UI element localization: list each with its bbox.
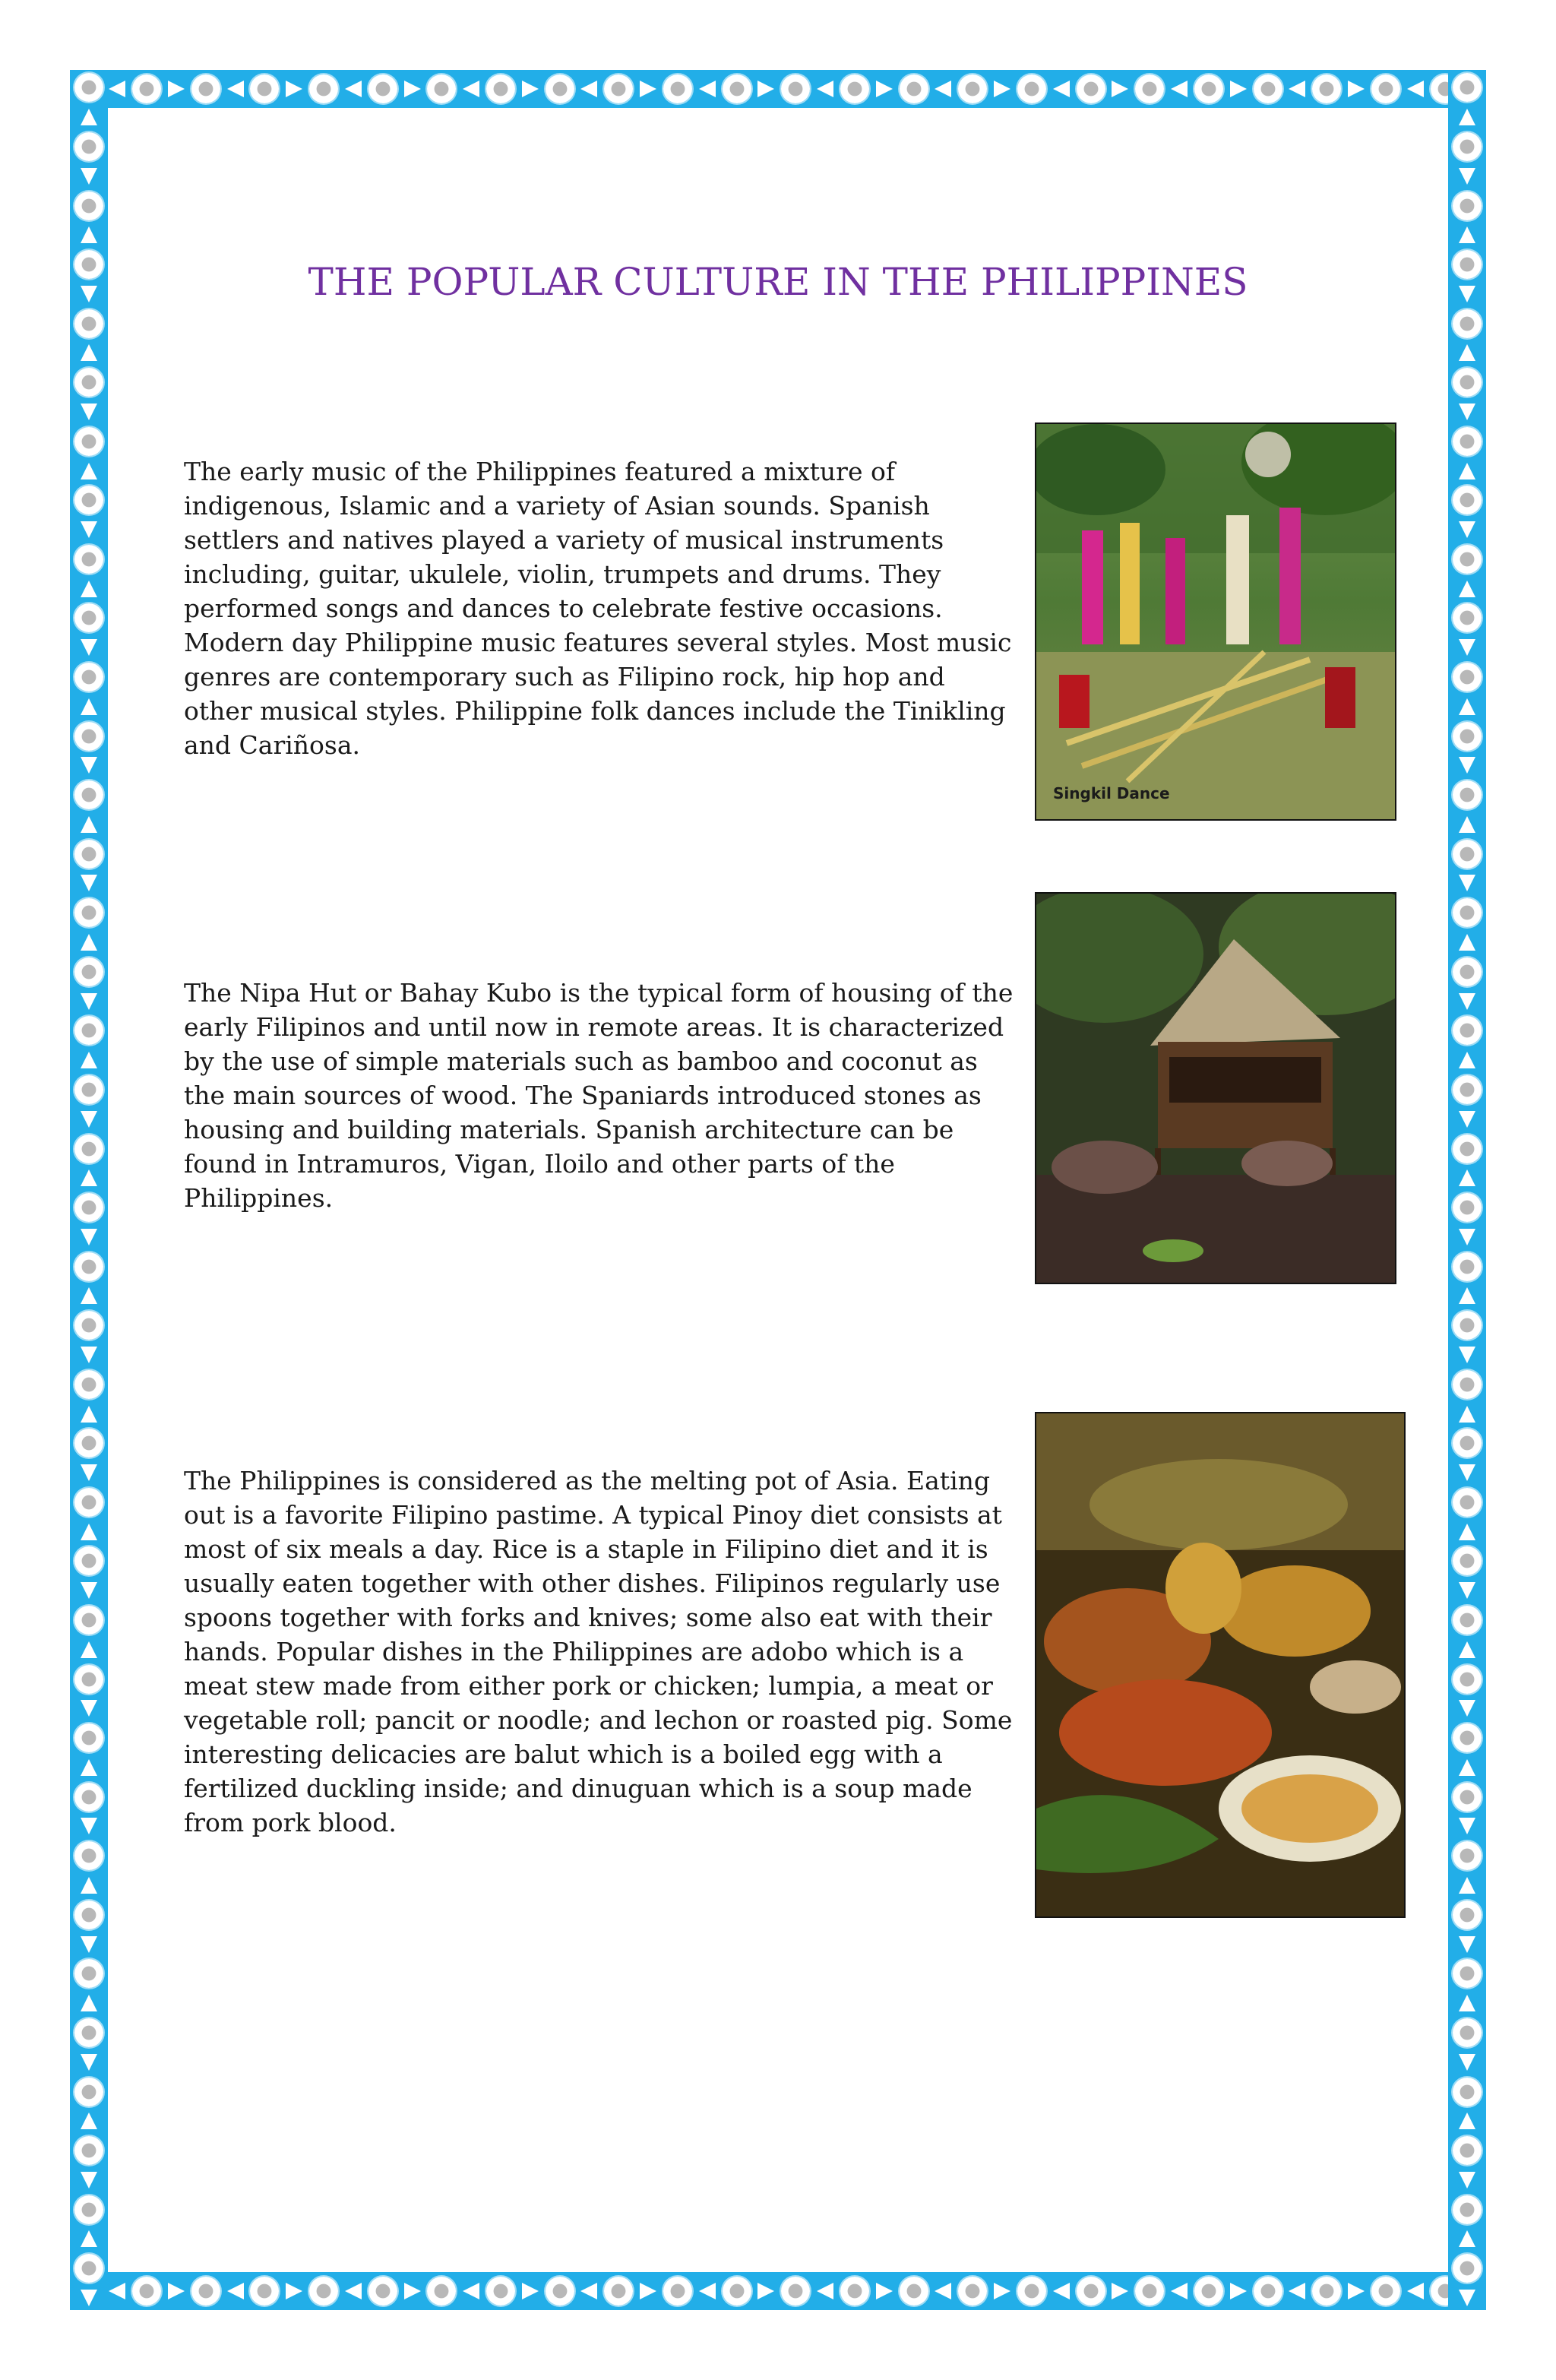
flower-ornament-icon <box>1453 1841 1482 1870</box>
flower-ornament-icon <box>1194 2277 1223 2306</box>
flower-ornament-icon <box>74 427 103 456</box>
flower-ornament-icon <box>546 2277 574 2306</box>
arrow-ornament-icon <box>1459 1287 1475 1304</box>
flower-ornament-icon <box>1453 486 1482 514</box>
nipa-hut-image <box>1036 894 1395 1283</box>
arrow-ornament-icon <box>757 2283 774 2299</box>
flower-ornament-icon <box>1194 74 1223 103</box>
flower-ornament-icon <box>74 132 103 161</box>
flower-ornament-icon <box>723 2277 751 2306</box>
arrow-ornament-icon <box>81 1111 97 1128</box>
arrow-ornament-icon <box>81 1169 97 1186</box>
housing-paragraph: The Nipa Hut or Bahay Kubo is the typical form of housing of the early Filipinos and until now in remote areas. It is characterized by the use of simple materials such as bamboo and coconut as the main sources of wood. The Spaniards introduced stones as housing and building materials. Spanish architecture can be found in Intramuros, Vigan, Iloilo and other parts of the Philippines. <box>184 978 1014 1213</box>
flower-ornament-icon <box>74 2078 103 2106</box>
arrow-ornament-icon <box>81 816 97 833</box>
arrow-ornament-icon <box>1348 81 1365 97</box>
arrow-ornament-icon <box>1459 1759 1475 1776</box>
arrow-ornament-icon <box>640 81 656 97</box>
flower-ornament-icon <box>486 2277 515 2306</box>
flower-ornament-icon <box>74 1606 103 1635</box>
arrow-ornament-icon <box>1171 2283 1188 2299</box>
arrow-ornament-icon <box>81 1229 97 1245</box>
arrow-ornament-icon <box>81 1347 97 1363</box>
flower-ornament-icon <box>74 1193 103 1222</box>
arrow-ornament-icon <box>1459 109 1475 125</box>
flower-ornament-icon <box>1453 2018 1482 2047</box>
flower-ornament-icon <box>74 603 103 632</box>
arrow-ornament-icon <box>1459 875 1475 891</box>
arrow-ornament-icon <box>81 1995 97 2011</box>
arrow-ornament-icon <box>1289 2283 1305 2299</box>
flower-ornament-icon <box>1254 74 1282 103</box>
flower-ornament-icon <box>74 1901 103 1929</box>
flower-ornament-icon <box>74 663 103 692</box>
arrow-ornament-icon <box>1459 1641 1475 1658</box>
flower-ornament-icon <box>74 898 103 927</box>
arrow-ornament-icon <box>1459 1582 1475 1599</box>
arrow-ornament-icon <box>994 2283 1010 2299</box>
flower-ornament-icon <box>74 191 103 220</box>
flower-ornament-icon <box>74 1783 103 1812</box>
arrow-ornament-icon <box>404 81 421 97</box>
arrow-ornament-icon <box>81 2054 97 2071</box>
flower-ornament-icon <box>1453 957 1482 986</box>
arrow-ornament-icon <box>1171 81 1188 97</box>
arrow-ornament-icon <box>1459 1877 1475 1894</box>
flower-ornament-icon <box>1371 74 1400 103</box>
flower-ornament-icon <box>1453 1723 1482 1752</box>
arrow-ornament-icon <box>345 81 362 97</box>
arrow-ornament-icon <box>1407 81 1424 97</box>
flower-ornament-icon <box>781 2277 810 2306</box>
flower-ornament-icon <box>132 74 161 103</box>
flower-ornament-icon <box>1135 74 1164 103</box>
singkil-dance-photo <box>1035 423 1396 821</box>
flower-ornament-icon <box>1453 427 1482 456</box>
nipa-hut-photo <box>1035 892 1396 1284</box>
flower-ornament-icon <box>74 957 103 986</box>
flower-ornament-icon <box>74 1723 103 1752</box>
arrow-ornament-icon <box>1230 81 1247 97</box>
flower-ornament-icon <box>74 486 103 514</box>
flower-ornament-icon <box>74 1665 103 1694</box>
flower-ornament-icon <box>132 2277 161 2306</box>
flower-ornament-icon <box>1453 1193 1482 1222</box>
flower-ornament-icon <box>1453 2078 1482 2106</box>
flower-ornament-icon <box>1453 1488 1482 1517</box>
arrow-ornament-icon <box>1459 1111 1475 1128</box>
flower-ornament-icon <box>74 840 103 869</box>
arrow-ornament-icon <box>81 934 97 951</box>
arrow-ornament-icon <box>81 168 97 185</box>
flower-ornament-icon <box>1453 780 1482 809</box>
flower-ornament-icon <box>309 74 338 103</box>
arrow-ornament-icon <box>81 1641 97 1658</box>
arrow-ornament-icon <box>227 2283 244 2299</box>
arrow-ornament-icon <box>81 463 97 479</box>
arrow-ornament-icon <box>81 993 97 1010</box>
flower-ornament-icon <box>1453 2195 1482 2224</box>
flower-ornament-icon <box>1453 1075 1482 1104</box>
music-paragraph: The early music of the Philippines featured a mixture of indigenous, Islamic and a variety of Asian sounds. Spanish settlers and natives played a variety of musical instruments including, guitar, ukulele, violin, trumpets and drums. They performed songs and dances to celebrate festive occasions. Modern day Philippine music features several styles. Most music genres are contemporary such as Filipino rock, hip hop and other musical styles. Philippine folk dances include the Tinikling and Cariñosa. <box>184 457 1012 760</box>
arrow-ornament-icon <box>1459 2172 1475 2189</box>
arrow-ornament-icon <box>81 404 97 420</box>
arrow-ornament-icon <box>876 81 893 97</box>
arrow-ornament-icon <box>1112 2283 1128 2299</box>
flower-ornament-icon <box>1453 309 1482 338</box>
arrow-ornament-icon <box>81 1700 97 1717</box>
flower-ornament-icon <box>74 1311 103 1340</box>
arrow-ornament-icon <box>817 2283 833 2299</box>
arrow-ornament-icon <box>1230 2283 1247 2299</box>
flower-ornament-icon <box>723 74 751 103</box>
flower-ornament-icon <box>250 2277 279 2306</box>
arrow-ornament-icon <box>1459 2230 1475 2247</box>
arrow-ornament-icon <box>876 2283 893 2299</box>
flower-ornament-icon <box>74 1016 103 1045</box>
arrow-ornament-icon <box>168 2283 185 2299</box>
flower-ornament-icon <box>840 2277 869 2306</box>
flower-ornament-icon <box>74 722 103 751</box>
flower-ornament-icon <box>900 74 928 103</box>
arrow-ornament-icon <box>1459 1524 1475 1540</box>
filipino-feast-image <box>1036 1413 1404 1916</box>
flower-ornament-icon <box>958 2277 987 2306</box>
flower-ornament-icon <box>604 74 633 103</box>
flower-ornament-icon <box>1453 1959 1482 1988</box>
arrow-ornament-icon <box>109 81 125 97</box>
arrow-ornament-icon <box>81 1818 97 1834</box>
flower-ornament-icon <box>546 74 574 103</box>
flower-ornament-icon <box>74 2018 103 2047</box>
flower-ornament-icon <box>1453 1901 1482 1929</box>
arrow-ornament-icon <box>1459 1936 1475 1953</box>
arrow-ornament-icon <box>1053 81 1070 97</box>
decorative-border-bottom <box>70 2272 1486 2310</box>
arrow-ornament-icon <box>1459 1406 1475 1423</box>
arrow-ornament-icon <box>463 81 479 97</box>
flower-ornament-icon <box>1453 368 1482 397</box>
flower-ornament-icon <box>1017 2277 1046 2306</box>
flower-ornament-icon <box>1453 73 1482 102</box>
flower-ornament-icon <box>427 74 456 103</box>
flower-ornament-icon <box>1453 1665 1482 1694</box>
flower-ornament-icon <box>368 2277 397 2306</box>
arrow-ornament-icon <box>81 226 97 243</box>
arrow-ornament-icon <box>1459 1818 1475 1834</box>
flower-ornament-icon <box>74 368 103 397</box>
filipino-food-photo <box>1035 1412 1406 1918</box>
food-paragraph: The Philippines is considered as the melting pot of Asia. Eating out is a favorite Filipino pastime. A typical Pinoy diet consists at most of six meals a day. Rice is a staple in Filipino diet and it is usually eaten together with other dishes. Filipinos regularly use spoons together with forks and knives; some also eat with their hands. Popular dishes in the Philippines are adobo which is a meat stew made from either pork or chicken; lumpia, a meat or vegetable roll; pancit or noodle; and lechon or roasted pig. Some interesting delicacies are balut which is a boiled egg with a fertilized duckling inside; and dinuguan which is a soup made from pork blood. <box>184 1466 1013 1837</box>
flower-ornament-icon <box>781 74 810 103</box>
arrow-ornament-icon <box>1459 168 1475 185</box>
arrow-ornament-icon <box>699 2283 716 2299</box>
arrow-ornament-icon <box>81 2113 97 2129</box>
arrow-ornament-icon <box>81 2230 97 2247</box>
arrow-ornament-icon <box>1459 581 1475 597</box>
flower-ornament-icon <box>191 2277 220 2306</box>
arrow-ornament-icon <box>1459 1995 1475 2011</box>
arrow-ornament-icon <box>757 81 774 97</box>
arrow-ornament-icon <box>81 1582 97 1599</box>
arrow-ornament-icon <box>1459 2290 1475 2306</box>
flower-ornament-icon <box>74 309 103 338</box>
arrow-ornament-icon <box>286 2283 302 2299</box>
flower-ornament-icon <box>663 74 692 103</box>
arrow-ornament-icon <box>1459 698 1475 715</box>
arrow-ornament-icon <box>1459 2054 1475 2071</box>
flower-ornament-icon <box>1453 663 1482 692</box>
arrow-ornament-icon <box>935 2283 951 2299</box>
flower-ornament-icon <box>1077 74 1105 103</box>
arrow-ornament-icon <box>580 2283 597 2299</box>
arrow-ornament-icon <box>1348 2283 1365 2299</box>
arrow-ornament-icon <box>81 1406 97 1423</box>
arrow-ornament-icon <box>81 698 97 715</box>
flower-ornament-icon <box>74 2136 103 2165</box>
arrow-ornament-icon <box>1459 1229 1475 1245</box>
arrow-ornament-icon <box>81 1052 97 1068</box>
arrow-ornament-icon <box>463 2283 479 2299</box>
flower-ornament-icon <box>74 1075 103 1104</box>
flower-ornament-icon <box>1453 1783 1482 1812</box>
flower-ornament-icon <box>1453 132 1482 161</box>
flower-ornament-icon <box>1453 898 1482 927</box>
dance-scene-image <box>1036 424 1395 819</box>
flower-ornament-icon <box>1135 2277 1164 2306</box>
page-title: THE POPULAR CULTURE IN THE PHILIPPINES <box>308 260 1248 304</box>
arrow-ornament-icon <box>81 1936 97 1953</box>
flower-ornament-icon <box>74 1370 103 1399</box>
flower-ornament-icon <box>1312 74 1341 103</box>
arrow-ornament-icon <box>404 2283 421 2299</box>
flower-ornament-icon <box>74 1546 103 1575</box>
arrow-ornament-icon <box>81 1524 97 1540</box>
arrow-ornament-icon <box>1459 344 1475 361</box>
decorative-border-top <box>70 70 1486 108</box>
flower-ornament-icon <box>1453 1252 1482 1281</box>
arrow-ornament-icon <box>640 2283 656 2299</box>
flower-ornament-icon <box>1312 2277 1341 2306</box>
arrow-ornament-icon <box>1459 1052 1475 1068</box>
arrow-ornament-icon <box>81 1287 97 1304</box>
arrow-ornament-icon <box>109 2283 125 2299</box>
flower-ornament-icon <box>1453 840 1482 869</box>
flower-ornament-icon <box>74 73 103 102</box>
flower-ornament-icon <box>1453 545 1482 574</box>
flower-ornament-icon <box>1453 1135 1482 1163</box>
flower-ornament-icon <box>74 1959 103 1988</box>
decorative-border-right <box>1448 70 1486 2310</box>
flower-ornament-icon <box>74 780 103 809</box>
flower-ornament-icon <box>1453 191 1482 220</box>
flower-ornament-icon <box>74 1429 103 1457</box>
flower-ornament-icon <box>958 74 987 103</box>
flower-ornament-icon <box>1453 2136 1482 2165</box>
arrow-ornament-icon <box>1407 2283 1424 2299</box>
flower-ornament-icon <box>1453 1546 1482 1575</box>
arrow-ornament-icon <box>1459 1347 1475 1363</box>
arrow-ornament-icon <box>81 1759 97 1776</box>
flower-ornament-icon <box>1453 603 1482 632</box>
photo-caption: Singkil Dance <box>1053 784 1170 802</box>
flower-ornament-icon <box>1453 1370 1482 1399</box>
flower-ornament-icon <box>309 2277 338 2306</box>
decorative-border-left <box>70 70 108 2310</box>
flower-ornament-icon <box>1453 2254 1482 2283</box>
arrow-ornament-icon <box>1289 81 1305 97</box>
arrow-ornament-icon <box>1459 816 1475 833</box>
flower-ornament-icon <box>1453 1606 1482 1635</box>
flower-ornament-icon <box>1453 1016 1482 1045</box>
arrow-ornament-icon <box>227 81 244 97</box>
arrow-ornament-icon <box>1459 1700 1475 1717</box>
arrow-ornament-icon <box>81 1464 97 1481</box>
flower-ornament-icon <box>1371 2277 1400 2306</box>
flower-ornament-icon <box>1254 2277 1282 2306</box>
flower-ornament-icon <box>191 74 220 103</box>
flower-ornament-icon <box>840 74 869 103</box>
arrow-ornament-icon <box>1459 639 1475 656</box>
flower-ornament-icon <box>427 2277 456 2306</box>
arrow-ornament-icon <box>1459 404 1475 420</box>
flower-ornament-icon <box>604 2277 633 2306</box>
arrow-ornament-icon <box>817 81 833 97</box>
flower-ornament-icon <box>486 74 515 103</box>
arrow-ornament-icon <box>1459 757 1475 774</box>
arrow-ornament-icon <box>522 81 539 97</box>
flower-ornament-icon <box>74 1488 103 1517</box>
arrow-ornament-icon <box>994 81 1010 97</box>
flower-ornament-icon <box>1077 2277 1105 2306</box>
arrow-ornament-icon <box>1459 1169 1475 1186</box>
arrow-ornament-icon <box>81 521 97 538</box>
arrow-ornament-icon <box>81 757 97 774</box>
arrow-ornament-icon <box>81 639 97 656</box>
arrow-ornament-icon <box>1459 2113 1475 2129</box>
flower-ornament-icon <box>74 545 103 574</box>
arrow-ornament-icon <box>1053 2283 1070 2299</box>
arrow-ornament-icon <box>1459 463 1475 479</box>
arrow-ornament-icon <box>81 581 97 597</box>
flower-ornament-icon <box>900 2277 928 2306</box>
arrow-ornament-icon <box>1459 521 1475 538</box>
flower-ornament-icon <box>74 2195 103 2224</box>
flower-ornament-icon <box>368 74 397 103</box>
arrow-ornament-icon <box>1459 934 1475 951</box>
flower-ornament-icon <box>1453 1429 1482 1457</box>
arrow-ornament-icon <box>81 109 97 125</box>
flower-ornament-icon <box>74 2254 103 2283</box>
arrow-ornament-icon <box>522 2283 539 2299</box>
arrow-ornament-icon <box>81 2172 97 2189</box>
arrow-ornament-icon <box>81 344 97 361</box>
arrow-ornament-icon <box>935 81 951 97</box>
arrow-ornament-icon <box>81 875 97 891</box>
arrow-ornament-icon <box>1459 1464 1475 1481</box>
arrow-ornament-icon <box>699 81 716 97</box>
arrow-ornament-icon <box>580 81 597 97</box>
arrow-ornament-icon <box>1112 81 1128 97</box>
flower-ornament-icon <box>74 1135 103 1163</box>
arrow-ornament-icon <box>1459 993 1475 1010</box>
flower-ornament-icon <box>663 2277 692 2306</box>
arrow-ornament-icon <box>1459 226 1475 243</box>
flower-ornament-icon <box>74 1252 103 1281</box>
flower-ornament-icon <box>1453 722 1482 751</box>
arrow-ornament-icon <box>168 81 185 97</box>
arrow-ornament-icon <box>81 1877 97 1894</box>
flower-ornament-icon <box>1017 74 1046 103</box>
flower-ornament-icon <box>250 74 279 103</box>
flower-ornament-icon <box>74 1841 103 1870</box>
arrow-ornament-icon <box>345 2283 362 2299</box>
flower-ornament-icon <box>1453 1311 1482 1340</box>
arrow-ornament-icon <box>286 81 302 97</box>
arrow-ornament-icon <box>81 2290 97 2306</box>
